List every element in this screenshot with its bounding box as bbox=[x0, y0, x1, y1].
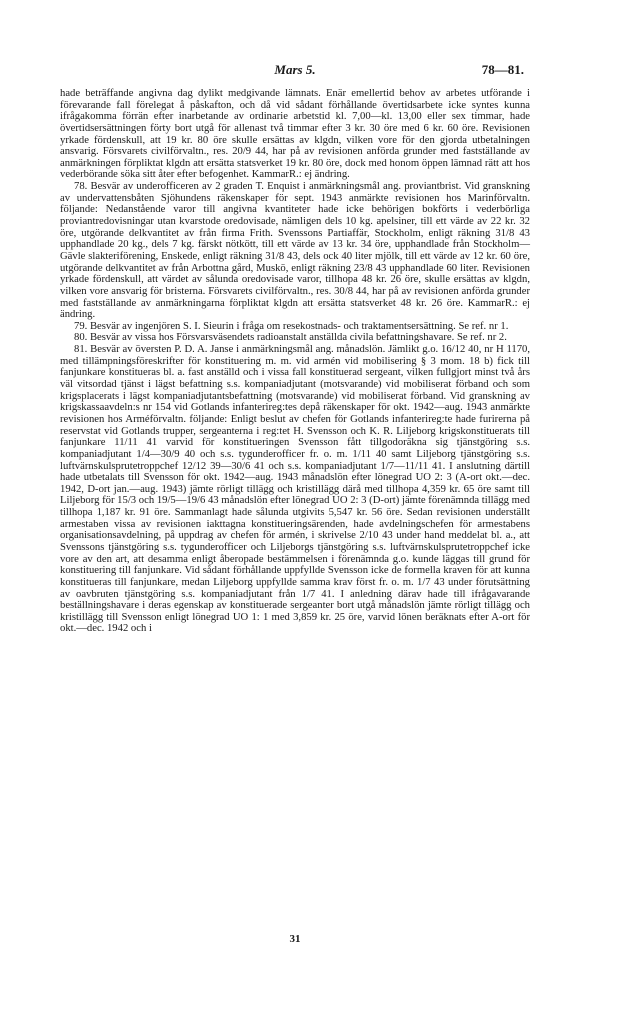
running-header bbox=[60, 62, 530, 88]
header-entry-range: 78—81. bbox=[481, 62, 524, 77]
document-body bbox=[60, 88, 530, 635]
paragraph-continuation: hade beträffande angivna dag dylikt medgivande lämnats. Enär emellertid behov av arbetes utförande i förevarande fall förelegat å påskafton, och då vid sådant förhållande övertidsarbete icke syntes kunna ifrågakomma förrän efter inarbetande av ordinarie arbetstid kl. 7,00—kl. 13,00 eller sex timmar, hade övertidsersättningen förty bort utgå för allenast två timmar efter 3 kr. 30 öre med 6 kr. 60 öre. Revisionen yrkade fördenskull, att 19 kr. 80 öre skulle ersättas av klgdn, vilken vore för den gjorda utbetalningen ansvarig. Försvarets civilförvaltn., res. 20/9 44, har på av revisionen anförda grunder med fastställande av anmärkningen förpliktat klgdn att ersätta statsverket 19 kr. 80 öre, dock med honom öppen lämnad rätt att hos vederbörande söka sitt åter efter befogenhet. KammarR.: ej ändring. bbox=[60, 88, 530, 181]
page-number: 31 bbox=[289, 933, 301, 945]
header-title: Mars 5. bbox=[274, 62, 316, 77]
document-page bbox=[60, 62, 530, 1012]
entry-79: 79. Besvär av ingenjören S. I. Sieurin i fråga om resekostnads- och traktamentsersättning. Se ref. nr 1. bbox=[74, 320, 509, 332]
entry-80: 80. Besvär av vissa hos Försvarsväsendets radioanstalt anställda civila befattningshavare. Se ref. nr 2. bbox=[74, 332, 507, 344]
entry-78: 78. Besvär av underofficeren av 2 graden T. Enquist i anmärkningsmål ang. proviantbrist. Vid granskning av undervattensbåten Sjöhundens räkenskaper för sept. 1943 anmärkte revisionen hos Marinförvaltn. följande: Nedanstående varor till angivna kvantiteter hade icke behörigen bokförts i vederbörliga proviantredovisningar utan kvarstode oredovisade, nämligen dels 10 kg. apelsiner, till ett värde av 22 kr. 32 öre, utgörande delkvantitet av från firma Frith. Svenssons Partiaffär, Stockholm, enligt räkning 31/8 43 upphandlade 20 kg., dels 7 kg. färskt nötkött, till ett värde av 13 kr. 34 öre, upphandlade från Stockholm—Gävle slakteriförening, Enskede, enligt räkning 31/8 43, dels ock 40 liter mjölk, till ett värde av 12 kr. 60 öre, utgörande delkvantitet av från Arbottna gård, Muskö, enligt räkning 23/8 43 upphandlade 60 liter. Revisionen yrkade fördenskull, att värdet av sålunda oredovisade varor, tillhopa 48 kr. 26 öre, skulle ersättas av klgdn, vilken vore ansvarig för bristerna. Försvarets civilförvaltn., res. 30/8 44, har på av revisionen anförda grunder med fastställande av anmärkningarna förpliktat klgdn att ersätta statsverket 48 kr. 26 öre. KammarR.: ej ändring. bbox=[60, 181, 530, 321]
entry-81: 81. Besvär av översten P. D. A. Janse i anmärkningsmål ang. månadslön. Jämlikt g.o. 16/12 40, nr H 1170, med tillämpningsföreskrifter för konstituering m. m. vid armén vid mobilisering § 3 mom. 18 b) fick till fanjunkare konstitueras bl. a. fast anställd och i vissa fall konstituerad sergeant, vilken fullgjort minst två års väl vitsordad tjänst i lägst befattning s.s. kompaniadjutant (motsvarande) vid mobiliserat förband och som krigsplacerats i lägst kompaniadjutantsbefattning (motsvarande) vid mobiliserat förband. Vid granskning av krigskassaavdeln:s nr 154 vid Gotlands infanterireg:tes depå räkenskaper för okt. 1942—aug. 1943 anmärkte revisionen hos Arméförvaltn. följande: Enligt beslut av chefen för Gotlands infanterireg:te hade furirerna på reservstat vid Gotlands trupper, sergeanterna i reg:tet H. Svensson och K. R. Liljeborg krigskonstituerats till fanjunkare 11/11 41 varvid för konstitueringen Svensson fått tillgodoräkna sig tjänstgöring s.s. kompaniadjutant 1/4—30/9 40 och s.s. tygunderofficer fr. o. m. 1/11 40 samt Liljeborg tjänstgöring s.s. luftvärnskulsprutetroppchef 12/12 39—30/6 41 och s.s. kompaniadjutant 1/7—11/11 41. I anslutning därtill hade utbetalats till Svensson för okt. 1942—aug. 1943 månadslön efter lönegrad UO 2: 3 (A-ort okt.—dec. 1942, D-ort jan.—aug. 1943) jämte rörligt tillägg och kristillägg därå med tillhopa 4,359 kr. 65 öre samt till Liljeborg för 15/3 och 19/5—19/6 43 månadslön efter lönegrad UO 2: 3 (D-ort) jämte förenämnda tillägg med tillhopa 1,187 kr. 91 öre. Sammanlagt hade sålunda utgivits 5,547 kr. 56 öre. Sedan revisionen underställt armestaben vissa av revisionen iakttagna konstitueringsärenden, hade avdelningschefen för armestabens organisationsavdelning, på uppdrag av chefen för armén, i skrivelse 2/10 43 under hand meddelat bl. a., att Svenssons tjänstgöring s.s. tygunderofficer och Liljeborgs tjänstgöring s.s. luftvärnskulsprutetroppchef icke vore av den art, att desamma enligt åberopade bestämmelsen i förenämnda g.o. kunde läggas till grund för konstituering till fanjunkare. Vid sådant förhållande uppfyllde Svensson icke de formella kraven för att kunna konstitueras till fanjunkare, medan Liljeborg uppfyllde samma krav först fr. o. m. 1/7 43 under förutsättning av oavbruten tjänstgöring s.s. kompaniadjutant från 1/7 41. I anledning därav hade till ifrågavarande beställningshavare i deras egenskap av konstituerade sergeanter bort utgå månadslön jämte rörligt tillägg och kristillägg till Svensson enligt lönegrad UO 1: 1 med 3,859 kr. 25 öre, varvid lönen beräknats efter A-ort för okt.—dec. 1942 och i bbox=[60, 344, 530, 635]
